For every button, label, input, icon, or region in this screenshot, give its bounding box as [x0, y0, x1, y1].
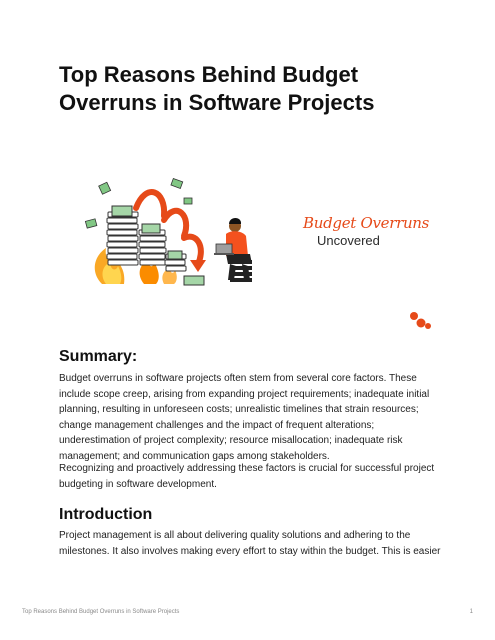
introduction-heading: Introduction: [59, 506, 153, 523]
document-title: Top Reasons Behind Budget Overruns in Software Projects: [59, 62, 375, 115]
footer-page-number: 1: [469, 609, 473, 615]
footer-running-title: Top Reasons Behind Budget Overruns in Software Projects: [22, 609, 180, 615]
introduction-paragraph: Project management is all about delivering quality solutions and adhering to the milestones. It also involves making every effort to stay within the budget. This is easier: [59, 530, 441, 557]
money-stack-icon: [107, 212, 186, 271]
brand-mark-icon: [408, 311, 432, 331]
brand-script-text: Budget Overruns: [303, 214, 430, 232]
person-laptop-icon: [214, 218, 252, 282]
money-fire-illustration: [80, 176, 270, 294]
arrow-head-icon: [190, 260, 206, 272]
summary-paragraph: Budget overruns in software projects often stem from several core factors. These include scope creep, arising from expanding project requirements; inadequate initial planning, resulting in unforeseen costs; unrealistic timelines that strain resources; change management challenges and the impact of frequent alterations; underestimation of project complexity; resource misallocation; inadequate risk management; and communication gaps among stakeholders.: [59, 373, 430, 462]
brand-word-text: Uncovered: [317, 233, 380, 248]
summary-paragraph: Recognizing and proactively addressing these factors is crucial for successful project budgeting in software development.: [59, 463, 435, 490]
brand-logo: [303, 214, 430, 252]
summary-heading: Summary:: [59, 348, 138, 365]
